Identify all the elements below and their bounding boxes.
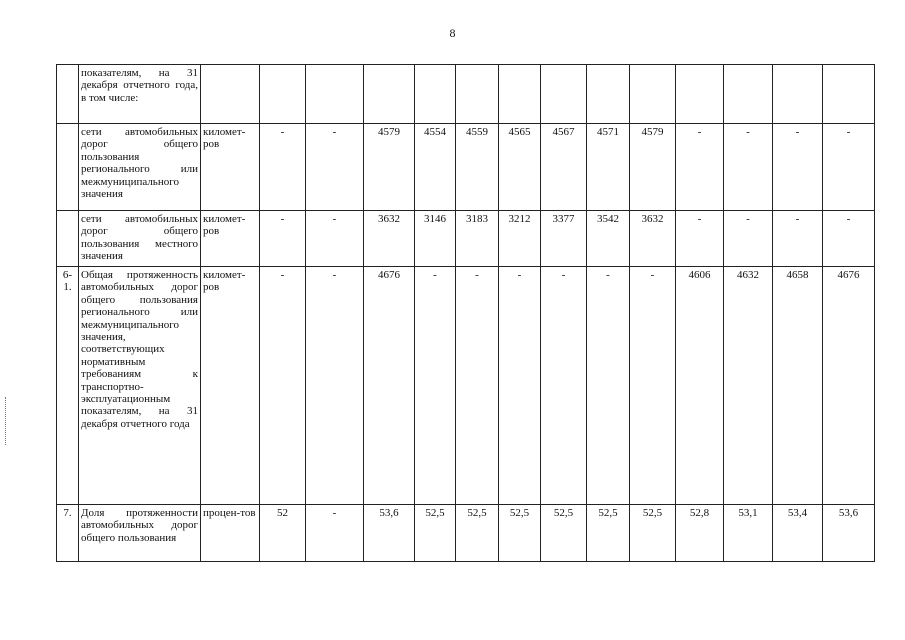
value-cell: 53,6 xyxy=(364,505,415,562)
value-cell: 53,1 xyxy=(724,505,773,562)
value-cell: 3212 xyxy=(499,211,541,267)
value-cell: - xyxy=(306,211,364,267)
value-cell: - xyxy=(306,124,364,211)
value-cell: - xyxy=(823,124,875,211)
value-cell: 4554 xyxy=(415,124,456,211)
row-local-roads xyxy=(57,211,875,267)
page-number: 8 xyxy=(449,26,456,40)
row-7-share xyxy=(57,505,875,562)
value-cell: - xyxy=(724,124,773,211)
value-cell xyxy=(676,65,724,124)
value-cell: 4559 xyxy=(456,124,499,211)
unit-of-measure xyxy=(201,65,260,124)
value-cell: 4571 xyxy=(587,124,630,211)
row-number xyxy=(57,211,79,267)
value-cell: 52,5 xyxy=(456,505,499,562)
value-cell: 4579 xyxy=(364,124,415,211)
value-cell: 4579 xyxy=(630,124,676,211)
indicator-description: сети автомобильных дорог общего пользования местного значения xyxy=(79,211,201,267)
value-cell: 3632 xyxy=(364,211,415,267)
value-cell: - xyxy=(773,211,823,267)
value-cell xyxy=(364,65,415,124)
value-cell: 53,6 xyxy=(823,505,875,562)
indicator-description: показателям, на 31 декабря отчетного года, в том числе: xyxy=(79,65,201,124)
value-cell: 3146 xyxy=(415,211,456,267)
row-number: 7. xyxy=(57,505,79,562)
value-cell xyxy=(499,65,541,124)
value-cell xyxy=(630,65,676,124)
value-cell xyxy=(823,65,875,124)
value-cell: - xyxy=(587,267,630,505)
margin-scan-artifact xyxy=(5,397,6,445)
value-cell: 52,8 xyxy=(676,505,724,562)
value-cell xyxy=(587,65,630,124)
value-cell: - xyxy=(456,267,499,505)
value-cell: 4676 xyxy=(364,267,415,505)
value-cell: - xyxy=(499,267,541,505)
value-cell: - xyxy=(306,267,364,505)
value-cell: - xyxy=(630,267,676,505)
value-cell xyxy=(541,65,587,124)
value-cell: 52,5 xyxy=(541,505,587,562)
value-cell: - xyxy=(676,124,724,211)
value-cell: 3542 xyxy=(587,211,630,267)
value-cell: - xyxy=(260,267,306,505)
value-cell: 52,5 xyxy=(499,505,541,562)
value-cell: 4565 xyxy=(499,124,541,211)
value-cell: 4658 xyxy=(773,267,823,505)
value-cell xyxy=(724,65,773,124)
value-cell: - xyxy=(260,124,306,211)
value-cell: 52,5 xyxy=(415,505,456,562)
value-cell: 52,5 xyxy=(587,505,630,562)
value-cell: 4676 xyxy=(823,267,875,505)
indicator-description: Доля протяженности автомобильных дорог общего пользования xyxy=(79,505,201,562)
value-cell: - xyxy=(541,267,587,505)
unit-of-measure: процен-тов xyxy=(201,505,260,562)
indicator-description: сети автомобильных дорог общего пользования регионального или межмуниципального значения xyxy=(79,124,201,211)
unit-of-measure: километ-ров xyxy=(201,267,260,505)
value-cell: 52,5 xyxy=(630,505,676,562)
value-cell: 53,4 xyxy=(773,505,823,562)
value-cell: 3377 xyxy=(541,211,587,267)
row-regional-roads xyxy=(57,124,875,211)
unit-of-measure: километ-ров xyxy=(201,211,260,267)
value-cell xyxy=(456,65,499,124)
value-cell xyxy=(306,65,364,124)
row-6-1-standard-roads xyxy=(57,267,875,505)
value-cell xyxy=(415,65,456,124)
value-cell: - xyxy=(676,211,724,267)
row-number xyxy=(57,124,79,211)
row-number xyxy=(57,65,79,124)
value-cell: - xyxy=(306,505,364,562)
value-cell: 4567 xyxy=(541,124,587,211)
value-cell: - xyxy=(823,211,875,267)
value-cell: 3183 xyxy=(456,211,499,267)
row-number: 6-1. xyxy=(57,267,79,505)
value-cell: - xyxy=(260,211,306,267)
value-cell: 52 xyxy=(260,505,306,562)
value-cell: - xyxy=(773,124,823,211)
value-cell xyxy=(260,65,306,124)
value-cell: 3632 xyxy=(630,211,676,267)
value-cell: 4632 xyxy=(724,267,773,505)
value-cell: 4606 xyxy=(676,267,724,505)
value-cell: - xyxy=(415,267,456,505)
row-continuation xyxy=(57,65,875,124)
indicators-table xyxy=(56,64,875,562)
value-cell: - xyxy=(724,211,773,267)
unit-of-measure: километ-ров xyxy=(201,124,260,211)
indicator-description: Общая протяженность автомобильных дорог общего пользования регионального или межмуниципального значения, соответствующих нормативным требованиям к транспортно-эксплуатационным показателям, на 31 декабря отчетного года xyxy=(79,267,201,505)
value-cell xyxy=(773,65,823,124)
